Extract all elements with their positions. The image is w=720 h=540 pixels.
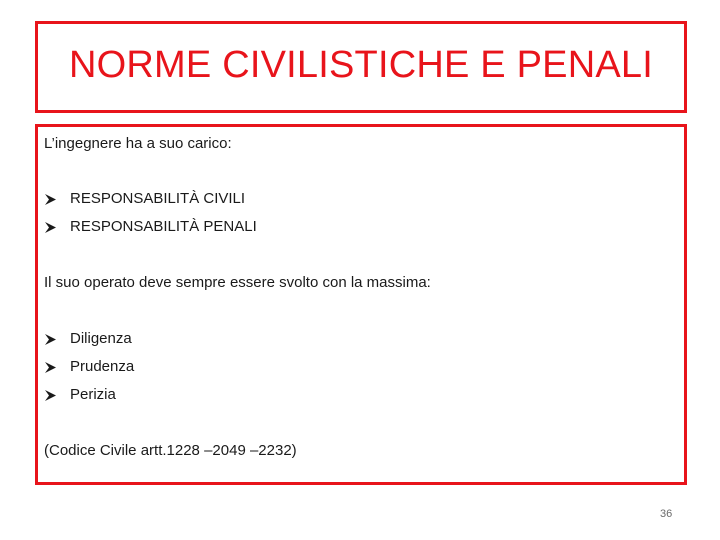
arrow-bullet-icon (44, 333, 57, 346)
bullet-label: RESPONSABILITÀ PENALI (70, 218, 257, 235)
list-item-responsibility-penal (44, 218, 257, 236)
title-frame (35, 21, 687, 113)
bullet-label: Perizia (70, 386, 116, 403)
list-item-quality-expertise (44, 386, 116, 404)
content-frame (35, 124, 687, 485)
intro-text: L’ingegnere ha a suo carico: (44, 135, 232, 152)
list-item-quality-diligence (44, 330, 132, 348)
bullet-label: Prudenza (70, 358, 135, 375)
page-number: 36 (660, 508, 673, 520)
reference-text: (Codice Civile artt.1228 –2049 –2232) (44, 442, 297, 459)
bullet-label: RESPONSABILITÀ CIVILI (70, 190, 246, 207)
list-item-responsibility-civil (44, 190, 245, 208)
arrow-bullet-icon (44, 221, 57, 234)
arrow-bullet-icon (44, 361, 57, 374)
list-item-quality-prudence (44, 358, 134, 376)
arrow-bullet-icon (44, 193, 57, 206)
operation-intro-text: Il suo operato deve sempre essere svolto con la massima: (44, 274, 431, 291)
bullet-label: Diligenza (70, 330, 132, 347)
slide-title: NORME CIVILISTICHE E PENALI (69, 43, 653, 86)
arrow-bullet-icon (44, 389, 57, 402)
